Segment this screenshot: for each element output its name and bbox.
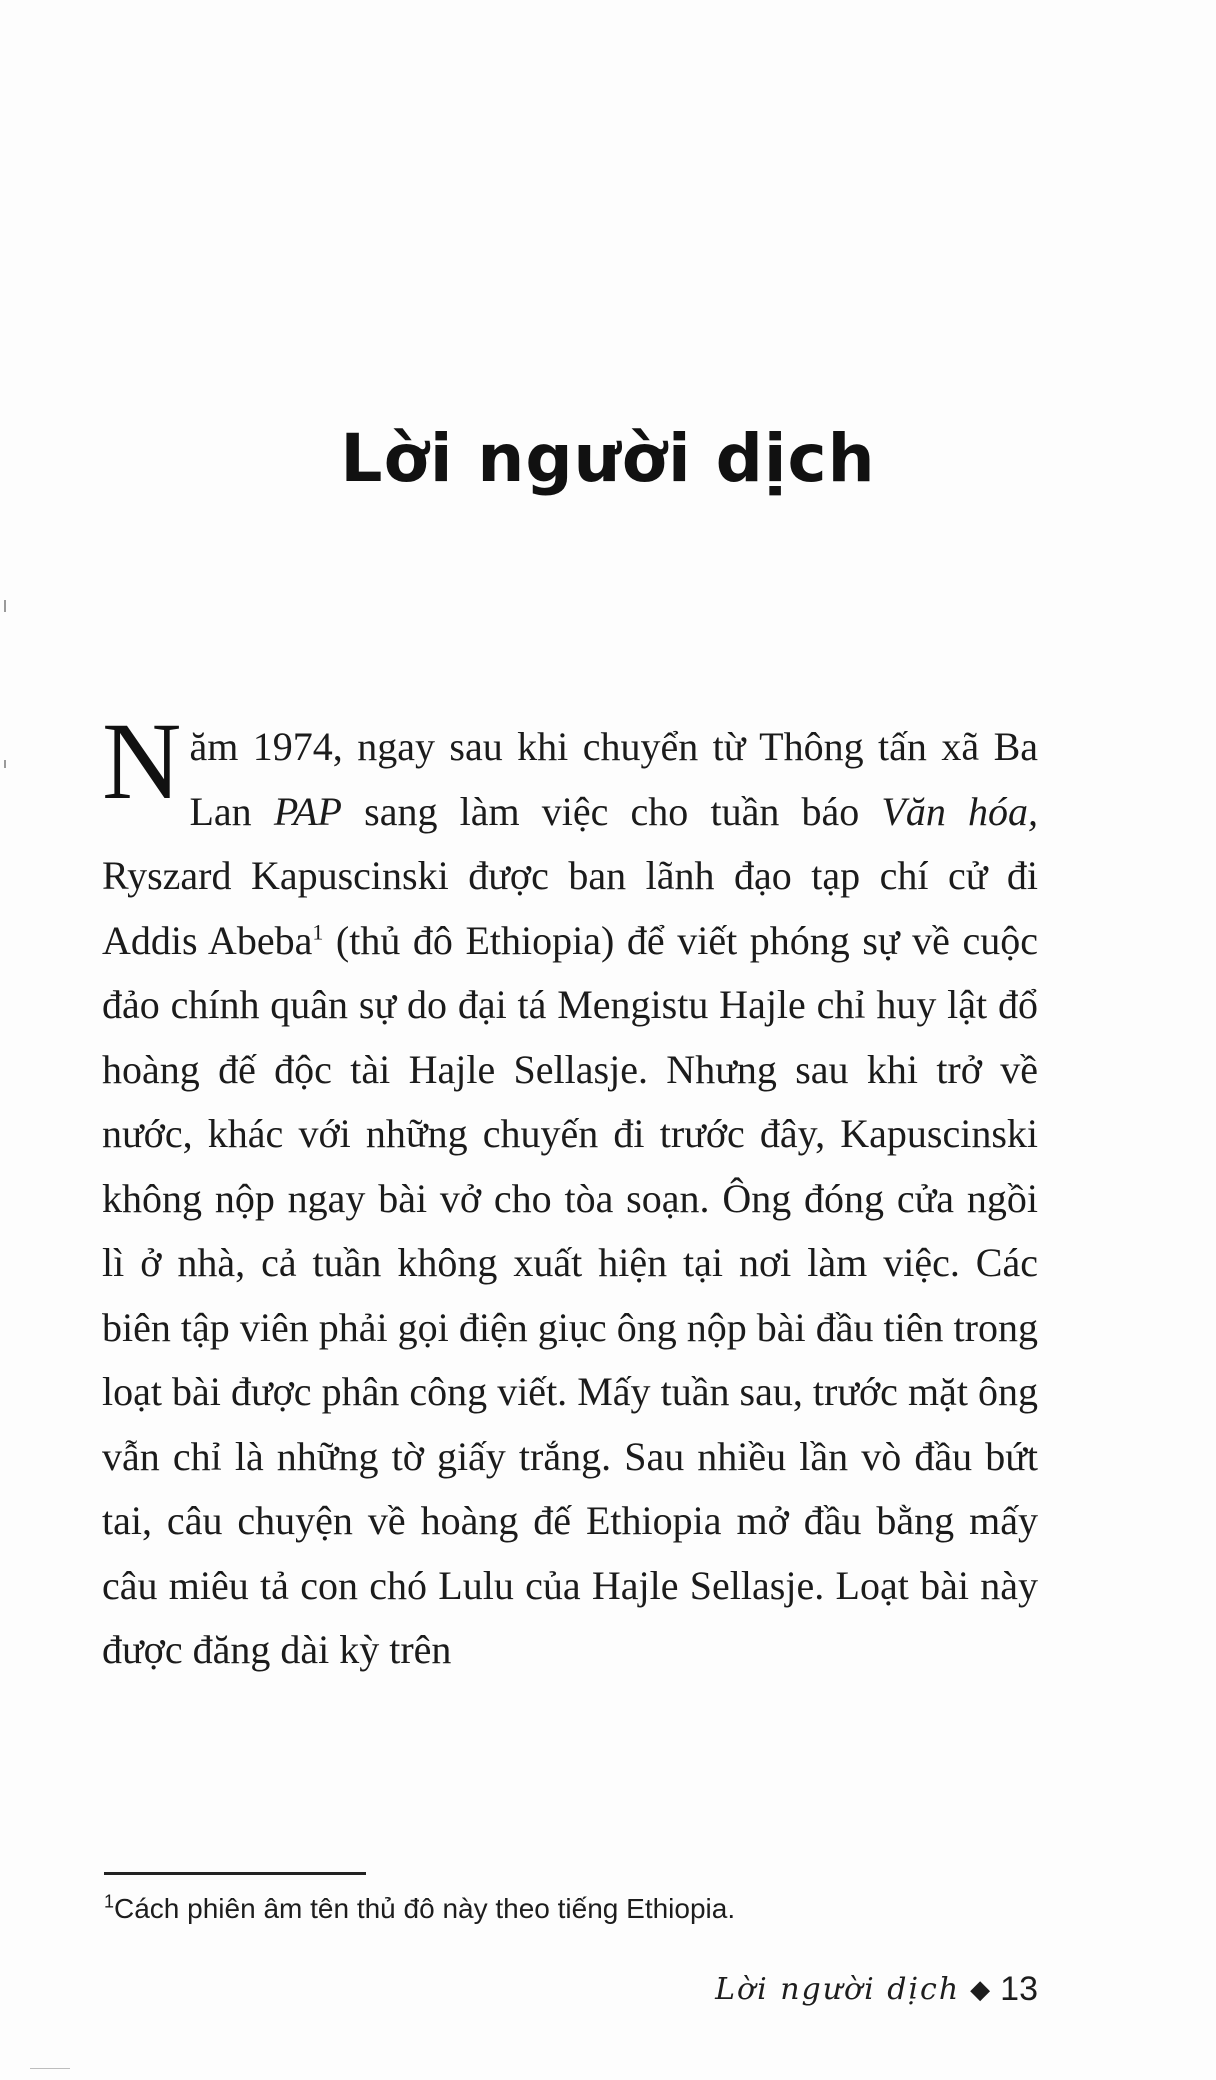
scan-artifact: [30, 2068, 70, 2069]
text-segment: ăm 1974, ngay sau khi chuyển từ Thông tấn xã Ba Lan: [189, 724, 1038, 834]
footnote-reference: 1: [312, 919, 324, 945]
footnote-divider: [104, 1872, 366, 1875]
publication-name-van-hoa: Văn hóa,: [881, 788, 1039, 834]
publication-name-pap: PAP: [273, 788, 342, 834]
footnote: [104, 1893, 1004, 1925]
scan-artifact: [4, 760, 6, 768]
text-segment: (thủ đô Ethiopia) để viết phóng sự về cuộc đảo chính quân sự do đại tá Mengistu Hajle chỉ huy lật đổ hoàng đế độc tài Hajle Sellasje. Nhưng sau khi trở về nước, khác với những chuyến đi trước đây, Kapuscinski không nộp ngay bài vở cho tòa soạn. Ông đóng cửa ngồi lì ở nhà, cả tuần không xuất hiện tại nơi làm việc. Các biên tập viên phải gọi điện giục ông nộp bài đầu tiên trong loạt bài được phân công viết. Mấy tuần sau, trước mặt ông vẫn chỉ là những tờ giấy trắng. Sau nhiều lần vò đầu bứt tai, câu chuyện về hoàng đế Ethiopia mở đầu bằng mấy câu miêu tả con chó Lulu của Hajle Sellasje. Loạt bài này được đăng dài kỳ trên: [102, 917, 1038, 1672]
drop-cap: N: [102, 700, 182, 822]
running-footer: [715, 1970, 1038, 2009]
text-segment: Ryszard Kapuscinski được ban lãnh đạo tạp chí cử đi Addis Abeba: [102, 853, 1038, 963]
diamond-icon: ◆: [970, 1974, 991, 2005]
running-title: Lời người dịch: [715, 1972, 961, 2007]
footnote-number: 1: [104, 1891, 115, 1912]
footnote-text: Cách phiên âm tên thủ đô này theo tiếng Ethiopia.: [114, 1893, 736, 1924]
chapter-title: Lời người dịch: [340, 420, 876, 497]
body-paragraph: [102, 700, 1039, 1683]
page-number: 13: [1000, 1970, 1038, 2008]
scan-artifact: [4, 600, 6, 612]
text-segment: sang làm việc cho tuần báo: [341, 788, 882, 834]
